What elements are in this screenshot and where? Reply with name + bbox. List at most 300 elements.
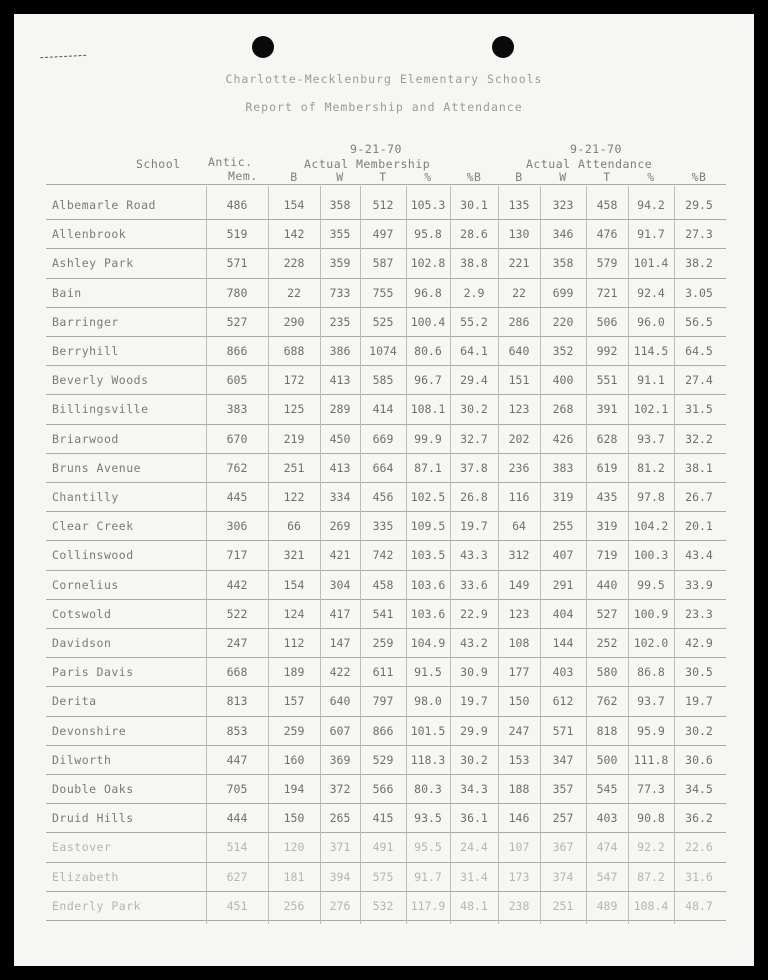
header-membership: Actual Membership	[304, 157, 431, 171]
document-page	[14, 14, 754, 966]
document-subtitle: Report of Membership and Attendance	[245, 100, 523, 114]
header-membership-date: 9-21-70	[350, 142, 402, 156]
school-name: Paris Davis	[52, 665, 134, 680]
row-rule	[46, 424, 726, 425]
cell-m_w: 413	[329, 373, 351, 388]
row-rule	[46, 540, 726, 541]
cell-a_w: 383	[552, 460, 574, 475]
cell-m_w: 371	[329, 840, 351, 855]
cell-a_b: 177	[508, 665, 530, 680]
cell-m_t: 456	[372, 490, 394, 504]
cell-m_w: 640	[329, 694, 351, 709]
cell-a_pctb: 31.5	[685, 402, 713, 417]
cell-a_t: 527	[596, 606, 618, 621]
cell-m_b: 321	[283, 548, 305, 563]
cell-a_w: 257	[552, 811, 574, 826]
cell-a_t: 435	[596, 490, 618, 504]
cell-a_pctb: 56.5	[685, 314, 713, 329]
cell-m_b: 22	[287, 285, 301, 300]
cell-a_pctb: 30.2	[685, 723, 713, 738]
cell-a_w: 357	[552, 782, 574, 796]
row-rule	[46, 511, 726, 512]
cell-m_b: 124	[283, 606, 305, 621]
cell-m_pct: 93.5	[414, 811, 442, 826]
cell-a_pctb: 30.6	[685, 752, 713, 767]
cell-a_pct: 90.8	[637, 811, 665, 826]
subheader-m_b: B	[290, 170, 298, 184]
cell-a_pct: 104.2	[633, 519, 669, 534]
cell-m_b: 290	[283, 314, 305, 329]
cell-m_w: 359	[329, 256, 351, 271]
cell-a_pct: 102.1	[633, 402, 669, 417]
row-rule	[46, 862, 726, 863]
cell-a_t: 818	[596, 723, 618, 738]
cell-m_pctb: 43.3	[460, 548, 488, 563]
cell-a_w: 268	[552, 402, 574, 417]
cell-m_w: 733	[329, 285, 351, 300]
cell-m_b: 122	[283, 490, 305, 504]
cell-a_pct: 93.7	[637, 694, 665, 709]
cell-a_pct: 96.0	[637, 314, 665, 329]
cell-antic: 451	[226, 898, 248, 913]
cell-a_b: 153	[508, 752, 530, 767]
cell-m_pctb: 29.4	[460, 373, 488, 388]
cell-antic: 866	[226, 344, 248, 358]
cell-a_b: 108	[508, 636, 530, 650]
cell-m_pct: 103.6	[410, 606, 446, 621]
cell-m_w: 369	[329, 752, 351, 767]
cell-a_b: 312	[508, 548, 530, 563]
cell-a_b: 135	[508, 198, 530, 212]
cell-a_pct: 91.7	[637, 227, 665, 242]
subheader-m_t: T	[379, 170, 387, 184]
cell-antic: 519	[226, 227, 248, 242]
cell-a_pctb: 48.7	[685, 898, 713, 913]
cell-m_pctb: 28.6	[460, 227, 488, 242]
cell-a_pct: 93.7	[637, 431, 665, 446]
cell-m_t: 458	[372, 577, 394, 592]
cell-m_pctb: 43.2	[460, 636, 488, 650]
cell-m_pct: 91.7	[414, 869, 442, 884]
cell-a_t: 489	[596, 898, 618, 913]
row-rule	[46, 599, 726, 600]
cell-a_pctb: 34.5	[685, 782, 713, 796]
cell-m_b: 157	[283, 694, 305, 709]
cell-a_w: 426	[552, 431, 574, 446]
cell-m_t: 755	[372, 285, 394, 300]
school-name: Eastover	[52, 840, 112, 855]
cell-m_t: 742	[372, 548, 394, 563]
cell-m_b: 194	[283, 782, 305, 796]
cell-m_t: 415	[372, 811, 394, 826]
row-rule	[46, 803, 726, 804]
school-name: Bain	[52, 285, 82, 300]
cell-a_t: 545	[596, 782, 618, 796]
cell-m_pct: 80.6	[414, 344, 442, 358]
school-name: Bruns Avenue	[52, 460, 142, 475]
subheader-a_w: W	[559, 170, 567, 184]
cell-m_pctb: 38.8	[460, 256, 488, 271]
cell-a_pct: 111.8	[633, 752, 669, 767]
cell-m_pct: 96.8	[414, 285, 442, 300]
cell-a_b: 238	[508, 898, 530, 913]
cell-m_w: 422	[329, 665, 351, 680]
cell-m_w: 386	[329, 344, 351, 358]
cell-a_t: 474	[596, 840, 618, 855]
cell-a_pctb: 30.5	[685, 665, 713, 680]
cell-a_pct: 87.2	[637, 869, 665, 884]
cell-antic: 853	[226, 723, 248, 738]
column-divider	[406, 186, 407, 924]
cell-a_pctb: 42.9	[685, 636, 713, 650]
cell-a_pct: 101.4	[633, 256, 669, 271]
cell-antic: 444	[226, 811, 248, 826]
cell-m_t: 611	[372, 665, 394, 680]
cell-a_pctb: 31.6	[685, 869, 713, 884]
cell-a_w: 220	[552, 314, 574, 329]
row-rule	[46, 453, 726, 454]
cell-m_pctb: 31.4	[460, 869, 488, 884]
cell-a_t: 319	[596, 519, 618, 534]
column-divider	[628, 186, 629, 924]
cell-m_pct: 80.3	[414, 782, 442, 796]
cell-a_pctb: 43.4	[685, 548, 713, 563]
school-name: Enderly Park	[52, 898, 142, 913]
cell-m_pctb: 33.6	[460, 577, 488, 592]
cell-antic: 445	[226, 490, 248, 504]
cell-m_t: 664	[372, 460, 394, 475]
school-name: Chantilly	[52, 490, 119, 504]
cell-m_pct: 104.9	[410, 636, 446, 650]
cell-a_pct: 91.1	[637, 373, 665, 388]
row-rule	[46, 219, 726, 220]
cell-a_pct: 108.4	[633, 898, 669, 913]
cell-a_w: 400	[552, 373, 574, 388]
cell-antic: 668	[226, 665, 248, 680]
row-rule	[46, 336, 726, 337]
cell-a_w: 352	[552, 344, 574, 358]
cell-m_b: 160	[283, 752, 305, 767]
column-divider	[586, 186, 587, 924]
cell-m_w: 235	[329, 314, 351, 329]
subheader-a_pctb: %B	[691, 170, 707, 184]
cell-a_t: 391	[596, 402, 618, 417]
cell-a_b: 188	[508, 782, 530, 796]
cell-m_w: 289	[329, 402, 351, 417]
cell-a_w: 323	[552, 198, 574, 212]
row-rule	[46, 657, 726, 658]
cell-a_t: 403	[596, 811, 618, 826]
cell-m_pct: 117.9	[410, 898, 446, 913]
cell-m_b: 120	[283, 840, 305, 855]
cell-antic: 247	[226, 636, 248, 650]
cell-a_pctb: 19.7	[685, 694, 713, 709]
cell-a_t: 506	[596, 314, 618, 329]
cell-m_w: 394	[329, 869, 351, 884]
cell-a_w: 319	[552, 490, 574, 504]
column-divider	[320, 186, 321, 924]
row-rule	[46, 570, 726, 571]
cell-a_t: 721	[596, 285, 618, 300]
cell-m_pct: 102.8	[410, 256, 446, 271]
header-rule	[46, 184, 726, 185]
cell-m_b: 112	[283, 636, 305, 650]
cell-a_b: 64	[512, 519, 526, 534]
cell-a_pctb: 64.5	[685, 344, 713, 358]
cell-m_pct: 95.5	[414, 840, 442, 855]
cell-antic: 447	[226, 752, 248, 767]
cell-m_b: 181	[283, 869, 305, 884]
school-name: Cornelius	[52, 577, 119, 592]
cell-antic: 383	[226, 402, 248, 417]
cell-a_w: 407	[552, 548, 574, 563]
row-rule	[46, 394, 726, 395]
school-name: Berryhill	[52, 344, 119, 358]
cell-m_pctb: 2.9	[463, 285, 485, 300]
cell-a_pct: 86.8	[637, 665, 665, 680]
cell-a_pct: 92.4	[637, 285, 665, 300]
column-divider	[540, 186, 541, 924]
cell-a_b: 22	[512, 285, 526, 300]
cell-a_w: 255	[552, 519, 574, 534]
header-school: School	[136, 157, 181, 171]
cell-a_w: 403	[552, 665, 574, 680]
cell-m_pct: 98.0	[414, 694, 442, 709]
cell-m_b: 259	[283, 723, 305, 738]
school-name: Beverly Woods	[52, 373, 149, 388]
cell-a_b: 236	[508, 460, 530, 475]
cell-m_pctb: 37.8	[460, 460, 488, 475]
cell-antic: 670	[226, 431, 248, 446]
cell-m_pct: 96.7	[414, 373, 442, 388]
cell-a_t: 500	[596, 752, 618, 767]
cell-a_b: 146	[508, 811, 530, 826]
cell-a_b: 247	[508, 723, 530, 738]
cell-antic: 486	[226, 198, 248, 212]
cell-a_w: 291	[552, 577, 574, 592]
cell-a_t: 547	[596, 869, 618, 884]
cell-m_b: 66	[287, 519, 301, 534]
cell-m_t: 866	[372, 723, 394, 738]
cell-a_pctb: 33.9	[685, 577, 713, 592]
column-divider	[498, 186, 499, 924]
row-rule	[46, 307, 726, 308]
cell-m_pctb: 55.2	[460, 314, 488, 329]
header-antic-mem: Mem.	[228, 169, 258, 183]
cell-m_b: 150	[283, 811, 305, 826]
cell-m_pctb: 34.3	[460, 782, 488, 796]
cell-m_pct: 105.3	[410, 198, 446, 212]
cell-a_b: 640	[508, 344, 530, 358]
cell-m_b: 688	[283, 344, 305, 358]
row-rule	[46, 891, 726, 892]
row-rule	[46, 774, 726, 775]
cell-a_pct: 100.3	[633, 548, 669, 563]
cell-m_t: 669	[372, 431, 394, 446]
cell-a_w: 699	[552, 285, 574, 300]
subheader-a_pct: %	[647, 170, 655, 184]
cell-antic: 717	[226, 548, 248, 563]
cell-m_b: 256	[283, 898, 305, 913]
cell-a_t: 252	[596, 636, 618, 650]
cell-m_pctb: 30.2	[460, 402, 488, 417]
punch-hole-right	[492, 36, 514, 58]
cell-m_w: 147	[329, 636, 351, 650]
cell-m_b: 251	[283, 460, 305, 475]
cell-m_pctb: 48.1	[460, 898, 488, 913]
cell-m_pctb: 26.8	[460, 490, 488, 504]
school-name: Double Oaks	[52, 782, 134, 796]
cell-m_t: 525	[372, 314, 394, 329]
cell-m_t: 259	[372, 636, 394, 650]
cell-a_pct: 77.3	[637, 782, 665, 796]
cell-m_t: 414	[372, 402, 394, 417]
cell-m_w: 334	[329, 490, 351, 504]
cell-m_pctb: 30.2	[460, 752, 488, 767]
header-attendance: Actual Attendance	[526, 157, 653, 171]
cell-a_pct: 114.5	[633, 344, 669, 358]
cell-a_w: 374	[552, 869, 574, 884]
cell-m_w: 355	[329, 227, 351, 242]
cell-a_pctb: 27.4	[685, 373, 713, 388]
cell-antic: 527	[226, 314, 248, 329]
cell-antic: 514	[226, 840, 248, 855]
cell-m_t: 566	[372, 782, 394, 796]
school-name: Albemarle Road	[52, 198, 156, 212]
cell-a_b: 116	[508, 490, 530, 504]
school-name: Elizabeth	[52, 869, 119, 884]
school-name: Barringer	[52, 314, 119, 329]
cell-m_pctb: 36.1	[460, 811, 488, 826]
cell-a_b: 107	[508, 840, 530, 855]
subheader-m_pct: %	[424, 170, 432, 184]
cell-m_pctb: 32.7	[460, 431, 488, 446]
school-name: Derita	[52, 694, 97, 709]
row-rule	[46, 482, 726, 483]
cell-m_t: 1074	[369, 344, 397, 358]
cell-a_b: 130	[508, 227, 530, 242]
cell-m_b: 228	[283, 256, 305, 271]
cell-a_w: 358	[552, 256, 574, 271]
cell-a_pct: 81.2	[637, 460, 665, 475]
cell-a_b: 149	[508, 577, 530, 592]
school-name: Allenbrook	[52, 227, 127, 242]
header-antic: Antic.	[208, 155, 253, 169]
row-rule	[46, 686, 726, 687]
cell-a_w: 251	[552, 898, 574, 913]
school-name: Clear Creek	[52, 519, 134, 534]
cell-m_w: 304	[329, 577, 351, 592]
cell-m_t: 532	[372, 898, 394, 913]
cell-a_b: 221	[508, 256, 530, 271]
cell-a_t: 476	[596, 227, 618, 242]
school-name: Cotswold	[52, 606, 112, 621]
cell-a_b: 123	[508, 402, 530, 417]
cell-m_pctb: 19.7	[460, 694, 488, 709]
cell-a_pct: 100.9	[633, 606, 669, 621]
cell-m_pct: 102.5	[410, 490, 446, 504]
cell-a_t: 628	[596, 431, 618, 446]
cell-m_t: 585	[372, 373, 394, 388]
school-name: Devonshire	[52, 723, 127, 738]
cell-antic: 762	[226, 460, 248, 475]
cell-antic: 522	[226, 606, 248, 621]
cell-m_pctb: 30.9	[460, 665, 488, 680]
school-name: Briarwood	[52, 431, 119, 446]
cell-a_pctb: 32.2	[685, 431, 713, 446]
cell-m_pct: 101.5	[410, 723, 446, 738]
cell-m_pctb: 24.4	[460, 840, 488, 855]
cell-m_w: 607	[329, 723, 351, 738]
cell-a_t: 719	[596, 548, 618, 563]
cell-a_b: 286	[508, 314, 530, 329]
cell-a_pctb: 29.5	[685, 198, 713, 212]
cell-m_b: 219	[283, 431, 305, 446]
cell-m_t: 575	[372, 869, 394, 884]
subheader-m_pctb: %B	[466, 170, 482, 184]
school-name: Druid Hills	[52, 811, 134, 826]
cell-m_pct: 108.1	[410, 402, 446, 417]
cell-m_pct: 99.9	[414, 431, 442, 446]
cell-a_t: 619	[596, 460, 618, 475]
cell-m_t: 797	[372, 694, 394, 709]
cell-a_w: 612	[552, 694, 574, 709]
cell-m_pct: 100.4	[410, 314, 446, 329]
cell-m_t: 497	[372, 227, 394, 242]
cell-m_t: 491	[372, 840, 394, 855]
cell-a_b: 173	[508, 869, 530, 884]
cell-m_t: 335	[372, 519, 394, 534]
subheader-a_b: B	[515, 170, 523, 184]
row-rule	[46, 832, 726, 833]
row-rule	[46, 278, 726, 279]
punch-hole-left	[252, 36, 274, 58]
row-rule	[46, 920, 726, 921]
cell-antic: 813	[226, 694, 248, 709]
cell-a_b: 123	[508, 606, 530, 621]
cell-m_pct: 87.1	[414, 460, 442, 475]
cell-a_b: 202	[508, 431, 530, 446]
cell-a_pctb: 22.6	[685, 840, 713, 855]
cell-a_pct: 94.2	[637, 198, 665, 212]
school-name: Dilworth	[52, 752, 112, 767]
column-divider	[450, 186, 451, 924]
cell-antic: 780	[226, 285, 248, 300]
cell-m_w: 372	[329, 782, 351, 796]
school-name: Billingsville	[52, 402, 149, 417]
row-rule	[46, 365, 726, 366]
cell-a_pct: 95.9	[637, 723, 665, 738]
school-name: Collinswood	[52, 548, 134, 563]
column-divider	[360, 186, 361, 924]
cell-a_pctb: 36.2	[685, 811, 713, 826]
cell-a_t: 551	[596, 373, 618, 388]
cell-a_t: 580	[596, 665, 618, 680]
cell-a_pctb: 3.05	[685, 285, 713, 300]
cell-m_pctb: 19.7	[460, 519, 488, 534]
cell-m_t: 512	[372, 198, 394, 212]
cell-a_w: 367	[552, 840, 574, 855]
cell-m_pctb: 64.1	[460, 344, 488, 358]
cell-m_b: 125	[283, 402, 305, 417]
cell-m_pct: 103.5	[410, 548, 446, 563]
cell-m_pct: 95.8	[414, 227, 442, 242]
cell-m_w: 358	[329, 198, 351, 212]
cell-a_t: 440	[596, 577, 618, 592]
cell-m_t: 541	[372, 606, 394, 621]
cell-m_w: 413	[329, 460, 351, 475]
cell-a_w: 346	[552, 227, 574, 242]
